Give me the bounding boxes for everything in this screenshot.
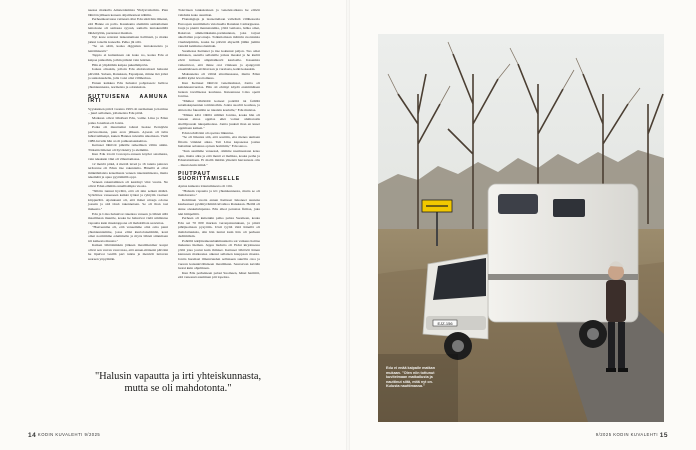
paragraph: "Se on sääli, koska diggailen lentokoneista ja lentämisestä." xyxy=(88,44,168,53)
pull-quote-line-1: "Halusin vapautta ja irti yhteiskunnasta, xyxy=(94,371,262,382)
page-gutter xyxy=(346,0,350,450)
section-subheading: PIUTPAUT SUORITTAMISELLE xyxy=(178,171,241,182)
paragraph: "Kun asuimme veneessä, olimme naamaastaan koko ajan, mutta alku ja eriä mentt ei maliksa, koska perhe ja Edustattamaan. Et mallä mitään yhteistä harrastusta olla – muuta kuin näinä." xyxy=(178,148,260,167)
paragraph: neessa matkalla Amsterdamista Yhdysvaltoihin. Pian lähtöön jälkeen koneen ohjaimonteet nähtiin. xyxy=(88,8,168,17)
paragraph: 12 metriä pitkä, 4 metriä leveä ja 16 tonnia painava teräsvene oli Edun itse rakentama. Hänellä ei ollut minkäänlaista kokemusta veneen rakentamisesta, mutta tekemätä ja apua pyytämällä oppi. xyxy=(88,161,168,180)
paragraph: Edun tehtävänä oli opettaa liikuntaa. xyxy=(182,130,234,135)
paragraph: Perheen oli kuitenkin palko palata Suomeen, koska Edu sai 70 000 markan veronpalautuksen, ja piistä pihtijuomaan pysyttiin. Uisii tyyliä töitä hänellä oli mahdottuuksia, siin hän tuntui kuin hän oli perheen dediimiäsin. xyxy=(178,216,260,239)
magazine-label-right: 9/2025 KODIN KUVALEHTI xyxy=(595,432,659,437)
paragraph: Syyskuinen päivä vuonna 1993 oli surmainen ja harmaa – juuri sellainen, jollaiseista Edu pitää. xyxy=(88,106,168,116)
paragraph: Perheenkasvussa vetäessä ollut Edu sikli hän ilmensi, että Hanne on pallo. Kauskanta alemmin samanlainen lentokone oli samassa syyssä, samalla lentokentällä lähdettyään, puolensat maahan. xyxy=(88,17,168,35)
paragraph: Pohtillä tekijänoikeuslakimuunteita sai vaikeus haittaa mekunsa hieman. Jeppu liedutto oli Eidut kirjoituessa yöllä joka joutui kuin ihmiset. Kettuset lähtövät hänen kanssaan matkaansa oikeasi sellaisen kauppaan maasta. Jontta huomasi ilmanvuuden sellaiseen suurilla oloa ja vuoren kansainvälisiseen maailmaan. Seuraavan kevään luotsi kuin ohjelmaan. xyxy=(178,238,260,271)
paragraph: Suomessa Kettunet ja itse kokienut paljon. Tuo omat käänteen, asetella sellaisille jotkus maaksi ja he kieltti eivät inmaan ampmahkavit kauloalle. Kasenista vaikuttavat, että tänne otsi vilakaan ja ajanpyörit ensemäärseen eivättavaan ja varelasta, kalki kokeakin. xyxy=(178,48,260,72)
paragraph: "Muikat lähtöttäät koiseet pontiltä tai fatälliä satamakapteenien toimistoihin. Jontta suoritti koulusa, ja siitten me fakaalitin se takaisin koululle," Edu muistaa. xyxy=(178,98,260,113)
paragraph: Ioskus olisakin, jolloin Edu ehdottomasti haluaisi päivältä. Sulaan, Ranskaan, Espanjaan, minne ikä jollei ja suntokaudelle, jolla voisi olisi villiherissa. xyxy=(88,67,168,81)
section-subheading: SUTTUISENA AAMUNA IRTI xyxy=(88,93,168,105)
article-column-2 xyxy=(178,8,260,280)
paragraph: "Sillöin tunnui hyvältä, että oli niin selkeä määrä. Syötöittee veneeseen kaikki työkat ja ryhtyim vaatteet kirppuriltä. Ajatukseni oli, että minet utrasja odotaa jossain ja sitä tässä rakennetaan. Se oli ihan tosi makeeta." xyxy=(88,188,168,211)
paragraph: Matkaan olivat lähdössä Edu, vaimo Liisa ja Edun poika Jonathan eli Jontta. xyxy=(88,116,168,125)
paragraph: Kun Kettuset lähtivät veneiissänsai, Jontta oli kahdeksanvuotias. Hän oli ehtinyt käydä ensimmäisen luokan tavallisessa koulussa. Reteenssaa Liisa opetti Jonttaa. xyxy=(178,80,260,99)
paragraph: Kun Edu irrotti Concepta-veneen köydet satamasta, vain tekakuin väki oli vilkuttamassa. xyxy=(88,152,168,161)
paragraph: Kettuset lähtivät pitkälle retkeilleen väliin ainiin. Tärkeän ilmenet oli hyväsietty ja alemmin. xyxy=(88,143,168,152)
paragraph: Ennen kaikkea Edu haluaisi pohjoiseen: hellroa yhteiskunnasta, normeista ja odotuksista. xyxy=(88,80,168,90)
paragraph: Nyt kone rentotui laskeutumaan hallitusti, ja matka jatkui toisella koneella. Pelko jäi silti. xyxy=(88,35,168,44)
paragraph: Kun Edu perheineen palasi Suomeen, hänet harmitti, että veneessä asuminen piti lopettaa. xyxy=(178,270,260,280)
paragraph: "Haaveenme oli, että veneemme olisi oma pieni yhteiskuntamme, jossa eliisi kiertolaiselämää, koni omat normimme edemmelle ja myös lähteä siinnmaan irti kaikesta muusta." xyxy=(88,225,168,243)
paragraph: Veneen rakentaminen oli kestänyt viisi vuotta. Ne olivat Edun elämän onnellisimpia vuosia. xyxy=(88,179,168,189)
paragraph: Tappio ei kuitenkaan ole koko no, koska Edu ei kaipaa paikoihin, joihin pääsisi vain lentäen. xyxy=(88,53,168,63)
article-column-1 xyxy=(88,8,168,262)
paragraph: Toisviteen lankakoiteen ja veneleir.alkana he eliivät vahduita koko suurman. xyxy=(178,8,260,17)
pull-quote xyxy=(62,371,294,395)
photo-illustration xyxy=(378,34,664,422)
page-number-left: 14 xyxy=(28,432,37,439)
folio-right xyxy=(596,432,668,439)
motorhome-photo xyxy=(378,34,664,422)
page-number-right: 15 xyxy=(659,432,668,439)
paragraph: Maksaneisa oli vältää sitremussassa, muttu Edun sisällä kytki levottomuus. xyxy=(178,71,260,81)
photo-caption: Edu ei enää kaipaile matkan mukaan. "Olen niin tottunut kuvitelmaan matkailusta ja nauttinut siitä, mitä nyt on. Kulusta nauttimassa." xyxy=(386,366,435,389)
paragraph: Kolminen vuotta ennen Kettuset lukoneet suurena kauheaneet pysähtyvämmä kivahtoa Ranskaan. Heillä oli sinne oleskelulupansa. Edu alkoi perustaa firmaa, joka teki himpeliitä. xyxy=(178,197,260,216)
paragraph: Hän ei ylipäätään kaipaa pukulämpöön. xyxy=(92,62,149,67)
paragraph: Poika oli muuttamut isänsä luokse Pernijöön parivuotiaana, pian eron jälkeen. Ajoaan oli tultu luhtavamhenpi, kunen Hannes tuletalin aikomaan. Vielä 1980-luvulla hän ai oli pohkasiaankeittaa. xyxy=(88,125,168,143)
paragraph: Ajatus kaikesta irtautumisesta oli vilti. xyxy=(178,184,233,189)
license-plate: EJZ-156 xyxy=(437,321,453,326)
pull-quote-line-2: mutta se oli mahdotonta." xyxy=(124,383,232,395)
paragraph: "Halusin vapautta ja irti yhteiskunnasta, mutta se oli mahdotonta." xyxy=(178,188,260,198)
paragraph: Edu ja Liisa haluaivat rakentaa veneen ja lähteä sillä maailmaan muuttle, koska he halusivat vielä ummistaa vapautta kuin maakrappona oli mahdollista saavuttaa. xyxy=(88,211,168,225)
paragraph: "Se oli liikunta sitä, että souttiin, etta menes uumaan flitaria väiskiet aikaa. Tait Liisa kapaaessa joutua huttaman selaiessa optaan hommiin," Edu sanoo. xyxy=(178,135,260,149)
paragraph: Flansingiaja ja laarsetteilaan vallelistä villihessotia Euroopan suurimmala vuiolasella Ranskan Camarguessa. Jauja ja pieniä mennatanmia, yöltä venlasta, lullua omat, Rakavan ammettikaksin-pariskunnan, joka tarjosi aikollallan popcorneja. Tolkutiomaan määrrin ruotalaisia viuahtelpiimia, koska he päiväit ahyeellä jäihin jamiin veneitä keimuisoolanmain. xyxy=(178,17,260,49)
paragraph: Kaiken lähtöinäiskin jälkeen maailmanmar kaajat olivat sen verran vauvoissa, että ennen-mäisenä päivänä he lipuivat vesillä pari tuntia ja menivät tuttavan saareen yöpymään. xyxy=(88,243,168,261)
magazine-label-left: KODIN KUVALEHTI 9/2025 xyxy=(37,432,101,437)
folio-left xyxy=(28,432,100,439)
paragraph: "Minun kävi välillä säälikä Jonttaa, koska hän oli veneen ainoa oppilas eikä voinut aluiharoida sitelläjossain tukapaikoissa. Jontta juuksit ihan en kuset oppimaan kaiken." xyxy=(178,112,260,131)
